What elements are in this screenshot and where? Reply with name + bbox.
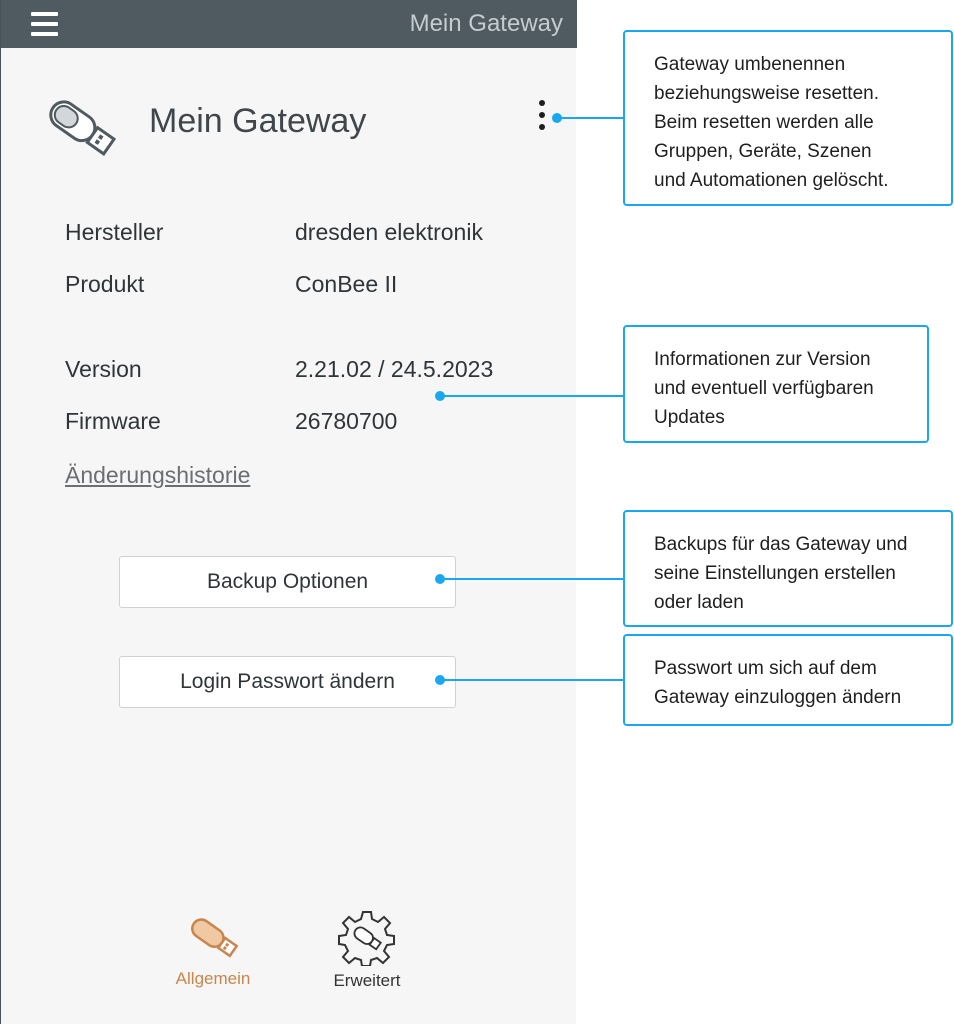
- more-options-icon[interactable]: [531, 100, 553, 138]
- callout-backup: [623, 510, 953, 627]
- callout-text: Gateway umbenennen: [654, 54, 846, 75]
- topbar-title: Mein Gateway: [409, 10, 563, 37]
- callout-rename-reset: [623, 30, 953, 206]
- tab-erweitert-label: Erweitert: [333, 971, 401, 990]
- hamburger-icon[interactable]: [31, 12, 58, 36]
- callout-text: oder laden: [654, 592, 744, 613]
- usb-stick-icon: [183, 912, 243, 964]
- top-bar: [1, 0, 577, 48]
- info-label-product: Produkt: [65, 271, 145, 297]
- callout-version-info: [623, 325, 929, 443]
- callout-text: Updates: [654, 407, 725, 428]
- backup-options-label: Backup Optionen: [206, 570, 369, 593]
- callout-connector: [557, 117, 624, 119]
- info-label-manufacturer: Hersteller: [65, 219, 164, 245]
- callout-connector: [440, 395, 624, 397]
- callout-text: und eventuell verfügbaren: [654, 378, 874, 399]
- usb-stick-icon: [41, 92, 121, 162]
- gear-usb-icon: [337, 910, 397, 966]
- callout-connector: [440, 578, 624, 580]
- info-value-manufacturer: dresden elektronik: [295, 219, 483, 245]
- callout-text: Informationen zur Version: [654, 349, 871, 370]
- change-history-link[interactable]: Änderungshistorie: [65, 462, 251, 488]
- info-label-firmware: Firmware: [65, 408, 161, 434]
- change-password-label: Login Passwort ändern: [180, 670, 395, 693]
- backup-options-button[interactable]: [119, 556, 456, 608]
- info-value-version: 2.21.02 / 24.5.2023: [295, 356, 494, 382]
- callout-text: und Automationen gelöscht.: [654, 170, 889, 191]
- page-title: Mein Gateway: [149, 102, 367, 140]
- callout-text: Beim resetten werden alle: [654, 112, 874, 133]
- tab-allgemein[interactable]: [167, 912, 259, 989]
- change-password-button[interactable]: [119, 656, 456, 708]
- callout-text: Backups für das Gateway und: [654, 534, 908, 555]
- tab-allgemein-label: Allgemein: [175, 969, 251, 988]
- info-value-product: ConBee II: [295, 271, 398, 297]
- callout-text: Gruppen, Geräte, Szenen: [654, 141, 872, 162]
- callout-text: Passwort um sich auf dem: [654, 658, 877, 679]
- callout-text: seine Einstellungen erstellen: [654, 563, 896, 584]
- callout-text: Gateway einzuloggen ändern: [654, 687, 902, 708]
- tab-erweitert[interactable]: [321, 910, 413, 991]
- callout-password: [623, 634, 953, 726]
- callout-connector: [440, 679, 624, 681]
- info-value-firmware: 26780700: [295, 408, 398, 434]
- info-label-version: Version: [65, 356, 142, 382]
- callout-text: beziehungsweise resetten.: [654, 83, 879, 104]
